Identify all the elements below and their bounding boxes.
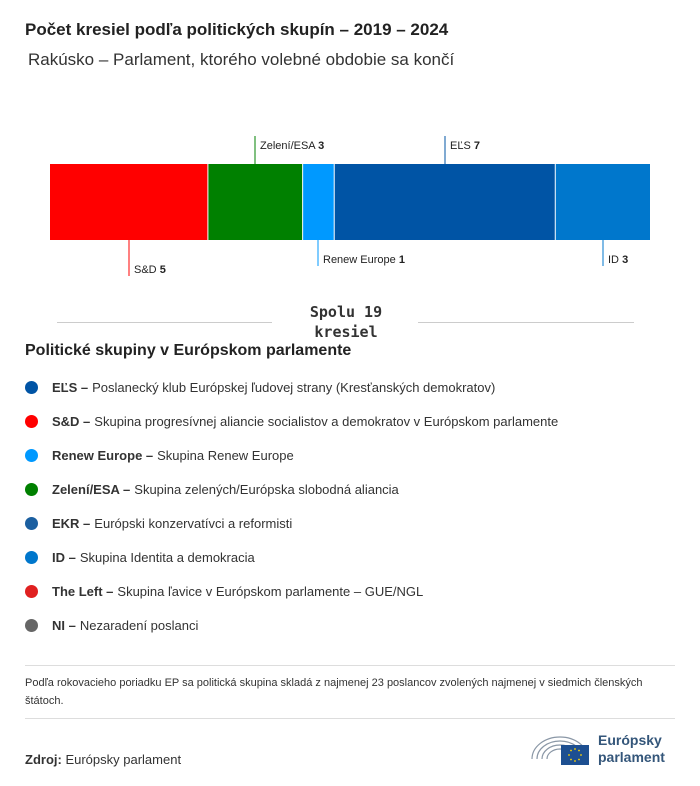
legend-abbr: NI –	[52, 617, 76, 633]
european-parliament-logo	[528, 727, 678, 771]
legend-item	[25, 574, 685, 608]
divider-bottom	[25, 718, 675, 719]
hemicycle-flag-icon	[528, 729, 592, 769]
legend-abbr: ID –	[52, 549, 76, 565]
legend-item	[25, 438, 685, 472]
legend-item	[25, 370, 685, 404]
bar-segment	[555, 164, 650, 240]
segment-label-name: S&D	[134, 264, 157, 276]
legend-desc: Skupina ľavice v Európskom parlamente – GUE/NGL	[117, 583, 424, 599]
bar-segment	[334, 164, 555, 240]
legend-dot-icon	[25, 517, 38, 530]
legend-dot-icon	[25, 585, 38, 598]
logo-line-1: Európsky	[598, 732, 662, 748]
logo-line-2: parlament	[598, 749, 665, 765]
legend-abbr: S&D –	[52, 413, 91, 429]
chart-subtitle: Rakúsko – Parlament, ktorého volebné obdobie sa končí	[28, 50, 455, 69]
legend-dot-icon	[25, 483, 38, 496]
chart-title: Počet kresiel podľa politických skupín – 2019 – 2024	[25, 20, 449, 39]
segment-label-value: 1	[398, 254, 405, 266]
bar-segment	[303, 164, 335, 240]
legend-dot-icon	[25, 381, 38, 394]
legend-dot-icon	[25, 415, 38, 428]
segment-label-name: Renew Europe	[323, 254, 396, 266]
legend-abbr: The Left –	[52, 583, 114, 599]
legend-desc: Poslanecký klub Európskej ľudovej strany (Kresťanských demokratov)	[92, 379, 496, 395]
total-divider-right	[418, 322, 634, 323]
legend-title: Politické skupiny v Európskom parlamente	[25, 342, 352, 359]
legend-desc: Skupina zelených/Európska slobodná aliancia	[134, 481, 399, 497]
footnote: Podľa rokovacieho poriadku EP sa politická skupina skladá z najmenej 23 poslancov zvolených najmenej v siedmich členských štátoch.	[25, 677, 643, 707]
segment-label	[260, 140, 324, 152]
seat-bar-chart	[0, 130, 700, 280]
legend-dot-icon	[25, 551, 38, 564]
total-divider-left	[57, 322, 272, 323]
bar-segment	[208, 164, 303, 240]
legend-abbr: EĽS –	[52, 379, 89, 395]
segment-label-value: 3	[622, 254, 629, 266]
legend-item	[25, 472, 685, 506]
legend-item	[25, 608, 685, 642]
bar-segment	[50, 164, 208, 240]
legend-abbr: Renew Europe –	[52, 447, 154, 463]
segment-label-value: 5	[159, 264, 166, 276]
legend-desc: Nezaradení poslanci	[79, 617, 199, 633]
segment-label-name: EĽS	[450, 140, 471, 152]
total-seats-label: Spolu 19 kresiel	[309, 303, 383, 341]
segment-label-name: Zelení/ESA	[260, 140, 316, 152]
segment-label-value: 7	[473, 140, 480, 152]
segment-label-value: 3	[318, 140, 325, 152]
legend-dot-icon	[25, 449, 38, 462]
legend-abbr: EKR –	[52, 515, 91, 531]
source-value: Európsky parlament	[65, 752, 182, 767]
legend-item	[25, 404, 685, 438]
segment-label-name: ID	[608, 254, 619, 266]
segment-label	[134, 264, 166, 276]
source-line	[25, 752, 181, 767]
legend-desc: Skupina progresívnej aliancie socialistov a demokratov v Európskom parlamente	[94, 413, 559, 429]
legend-item	[25, 540, 685, 574]
divider-top	[25, 665, 675, 666]
legend-dot-icon	[25, 619, 38, 632]
segment-label	[323, 254, 405, 266]
legend-abbr: Zelení/ESA –	[52, 481, 131, 497]
legend-desc: Európski konzervatívci a reformisti	[94, 515, 293, 531]
legend-desc: Skupina Renew Europe	[157, 447, 294, 463]
segment-label	[450, 140, 480, 152]
source-label: Zdroj:	[25, 752, 62, 767]
legend-item	[25, 506, 685, 540]
segment-label	[608, 254, 628, 266]
legend-desc: Skupina Identita a demokracia	[79, 549, 255, 565]
legend-list	[25, 370, 685, 642]
